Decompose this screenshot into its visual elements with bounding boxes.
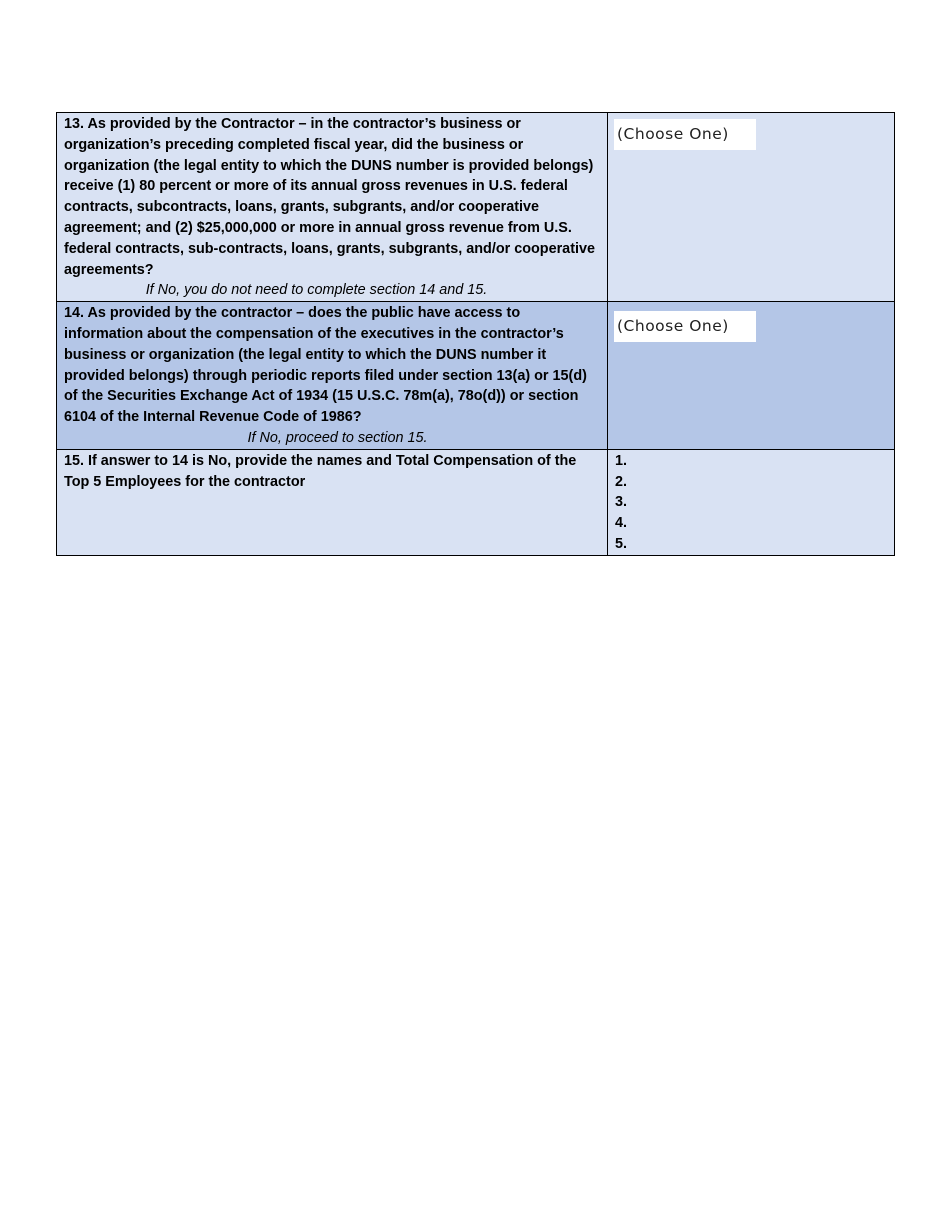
section-13-answer-cell xyxy=(608,113,895,302)
employee-entry-5[interactable]: 5. xyxy=(615,535,628,552)
section-15-question: 15. If answer to 14 is No, provide the names and Total Compensation of the Top 5 Employees for the contractor xyxy=(64,452,577,490)
section-14-question: 14. As provided by the contractor – does the public have access to information about the compensation of the executives in the contractor’s business or organization (the legal entity to which the DUNS number it provided belongs) through periodic reports filed under section 13(a) or 15(d) of the Securities Exchange Act of 1934 (15 U.S.C. 78m(a), 78o(d)) or section 6104 of the Internal Revenue Code of 1986? xyxy=(64,305,587,426)
section-13-row xyxy=(57,113,895,302)
section-15-employee-list xyxy=(608,449,895,555)
employee-entry-4[interactable]: 4. xyxy=(615,515,628,532)
section-15-question-cell xyxy=(57,449,608,555)
section-14-choose-dropdown[interactable]: (Choose One) xyxy=(614,311,756,342)
section-15-row xyxy=(57,449,895,555)
section-14-row xyxy=(57,302,895,450)
employee-entry-1[interactable]: 1. xyxy=(615,452,628,469)
section-14-question-cell xyxy=(57,302,608,450)
employee-entry-3[interactable]: 3. xyxy=(615,494,628,511)
section-14-note: If No, proceed to section 15. xyxy=(247,429,428,446)
employee-entry-2[interactable]: 2. xyxy=(615,473,628,490)
section-13-question: 13. As provided by the Contractor – in the contractor’s business or organization’s preceding completed fiscal year, did the business or organization (the legal entity to which the DUNS number is provided belongs) receive (1) 80 percent or more of its annual gross revenues in U.S. federal contracts, subcontracts, loans, grants, subgrants, and/or cooperative agreement; and (2) $25,000,000 or more in annual gross revenue from U.S. federal contracts, sub-contracts, loans, grants, subgrants, and/or cooperative agreements? xyxy=(64,116,595,278)
section-13-note: If No, you do not need to complete section 14 and 15. xyxy=(145,282,488,299)
contractor-compensation-table xyxy=(56,112,895,556)
section-13-choose-dropdown[interactable]: (Choose One) xyxy=(614,119,756,150)
section-14-answer-cell xyxy=(608,302,895,450)
section-13-question-cell xyxy=(57,113,608,302)
